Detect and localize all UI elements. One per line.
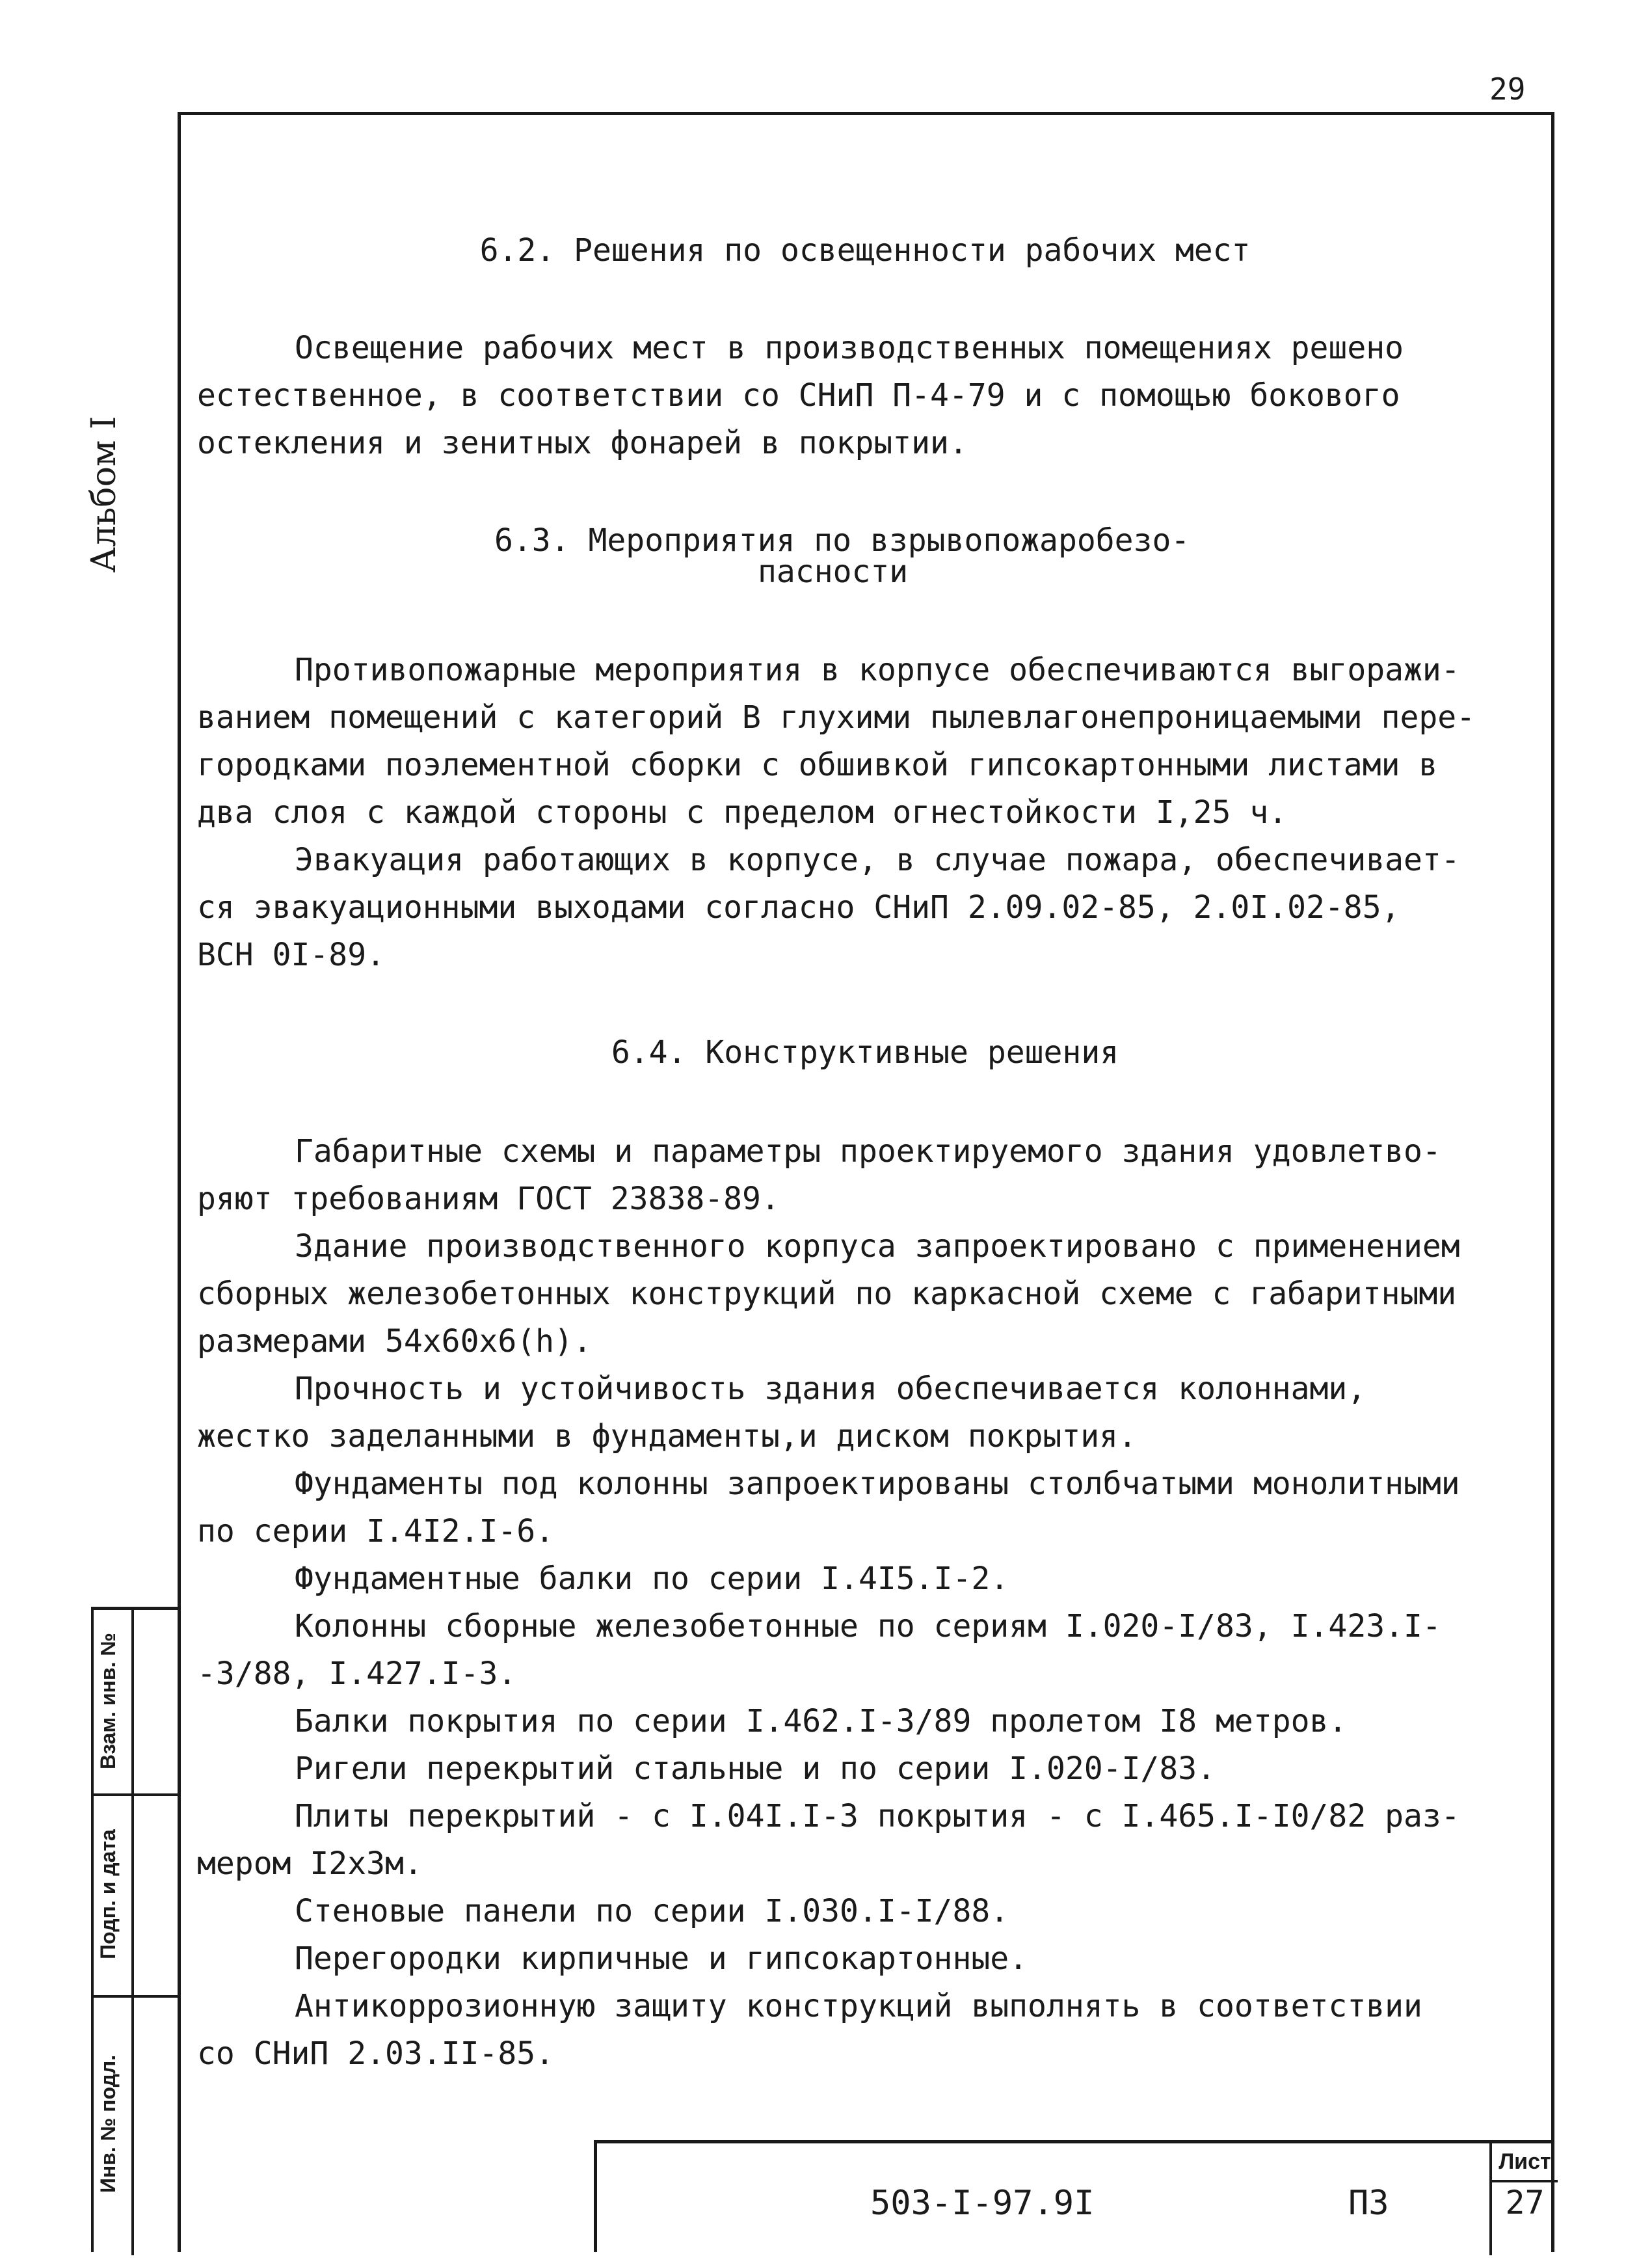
stamp-row-divider bbox=[94, 1793, 180, 1796]
text-line: ВСН 0I-89. bbox=[197, 937, 385, 973]
section-6-2-body bbox=[197, 325, 1537, 468]
approval-stamp-column bbox=[91, 1607, 178, 2252]
text-line: Противопожарные мероприятия в корпусе обеспечиваются выгоражи- bbox=[295, 652, 1460, 688]
text-line: Фундаментные балки по серии I.4I5.I-2. bbox=[295, 1561, 1009, 1597]
text-line: Освещение рабочих мест в производственных помещениях решено bbox=[295, 330, 1404, 366]
section-6-2-title: 6.2. Решения по освещенности рабочих мест bbox=[479, 232, 1251, 269]
document-code: 503-I-97.9I bbox=[870, 2184, 1095, 2223]
text-line: Колонны сборные железобетонные по сериям I.020-I/83, I.423.I- bbox=[295, 1608, 1441, 1644]
text-line: естественное, в соответствии со СНиП П-4-79 и с помощью бокового bbox=[197, 377, 1400, 414]
sheet-number: 27 bbox=[1505, 2184, 1545, 2221]
document-type: ПЗ bbox=[1348, 2184, 1389, 2223]
stamp-label-original-inv: Инв. № подл. bbox=[96, 2054, 120, 2193]
text-line: по серии I.4I2.I-6. bbox=[197, 1513, 555, 1549]
section-6-4-title: 6.4. Конструктивные решения bbox=[611, 1034, 1119, 1071]
section-6-3-title-line1: 6.3. Мероприятия по взрывопожаробезо- bbox=[494, 522, 1190, 559]
text-line: сборных железобетонных конструкций по каркасной схеме с габаритными bbox=[197, 1276, 1457, 1312]
section-6-3-title-line2: пасности bbox=[758, 554, 909, 590]
text-line: Здание производственного корпуса запроектировано с применением bbox=[295, 1228, 1460, 1265]
text-line: городками поэлементной сборки с обшивкой гипсокартонными листами в bbox=[197, 747, 1438, 783]
text-line: ряют требованиям ГОСТ 23838-89. bbox=[197, 1181, 780, 1217]
text-line: два слоя с каждой стороны с пределом огнестойкости I,25 ч. bbox=[197, 794, 1288, 831]
text-line: Эвакуация работающих в корпусе, в случае пожара, обеспечивает- bbox=[295, 842, 1460, 878]
text-line: Балки покрытия по серии I.462.I-3/89 пролетом I8 метров. bbox=[295, 1703, 1348, 1739]
text-line: со СНиП 2.03.II-85. bbox=[197, 2035, 555, 2072]
text-line: ванием помещений с категорий В глухими пылевлагонепроницаемыми пере- bbox=[197, 699, 1476, 736]
text-line: Габаритные схемы и параметры проектируемого здания удовлетво- bbox=[295, 1133, 1441, 1170]
section-6-4-body bbox=[197, 1129, 1537, 2078]
text-line: Антикоррозионную защиту конструкций выполнять в соответствии bbox=[295, 1988, 1422, 2024]
stamp-label-replacement-inv: Взам. инв. № bbox=[96, 1633, 120, 1769]
text-line: Прочность и устойчивость здания обеспечивается колоннами, bbox=[295, 1371, 1366, 1407]
sheet-label: Лист bbox=[1492, 2143, 1558, 2182]
section-6-3-body bbox=[197, 647, 1537, 980]
text-line: жестко заделанными в фундаменты,и диском покрытия. bbox=[197, 1418, 1137, 1455]
stamp-row-divider bbox=[94, 1995, 180, 1998]
text-line: Стеновые панели по серии I.030.I-I/88. bbox=[295, 1893, 1009, 1929]
text-line: Перегородки кирпичные и гипсокартонные. bbox=[295, 1940, 1028, 1977]
stamp-label-signature-date: Подп. и дата bbox=[96, 1829, 120, 1959]
title-block bbox=[594, 2140, 1554, 2252]
album-side-label: Альбом I bbox=[85, 416, 124, 573]
text-line: мером I2х3м. bbox=[197, 1845, 423, 1882]
stamp-divider bbox=[131, 1610, 134, 2255]
page-number: 29 bbox=[1489, 72, 1526, 107]
text-line: остекления и зенитных фонарей в покрытии. bbox=[197, 425, 968, 461]
text-line: размерами 54х60х6(h). bbox=[197, 1323, 592, 1360]
sheet-cell bbox=[1489, 2143, 1558, 2255]
text-line: Ригели перекрытий стальные и по серии I.020-I/83. bbox=[295, 1751, 1216, 1787]
text-line: Плиты перекрытий - с I.04I.I-3 покрытия - с I.465.I-I0/82 раз- bbox=[295, 1798, 1460, 1834]
text-line: -3/88, I.427.I-3. bbox=[197, 1656, 517, 1692]
text-line: Фундаменты под колонны запроектированы столбчатыми монолитными bbox=[295, 1466, 1460, 1502]
text-line: ся эвакуационными выходами согласно СНиП 2.09.02-85, 2.0I.02-85, bbox=[197, 889, 1400, 926]
